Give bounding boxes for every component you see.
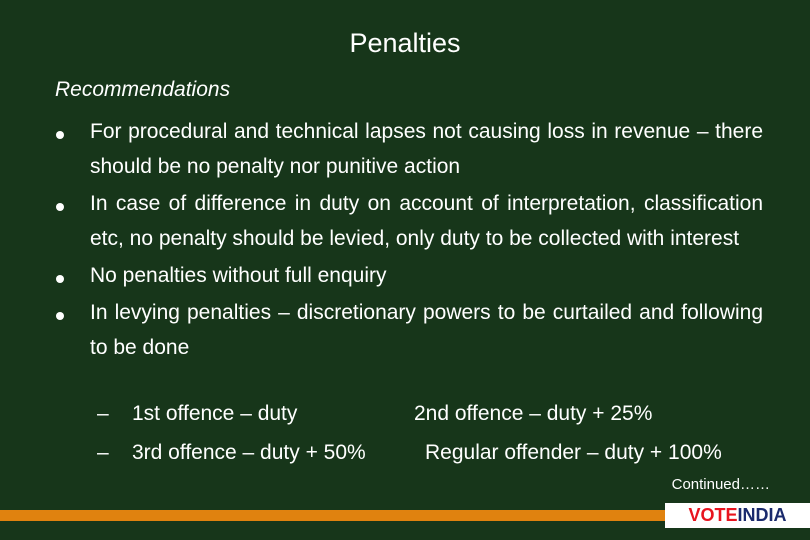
sub-item-row xyxy=(97,402,653,426)
bullet-item xyxy=(55,114,763,184)
bullet-text: For procedural and technical lapses not causing loss in revenue – there should be no penalty nor punitive action xyxy=(90,120,763,178)
slide-subtitle: Recommendations xyxy=(55,78,231,101)
continued-label: Continued…… xyxy=(671,476,770,493)
bullet-text: In levying penalties – discretionary powers to be curtailed and following to be done xyxy=(90,301,763,359)
sub-item-left: 1st offence – duty xyxy=(132,402,298,425)
bullet-text: In case of difference in duty on account of interpretation, classification etc, no penalty should be levied, only duty to be collected with interest xyxy=(90,192,763,250)
bullet-dot-icon xyxy=(56,203,64,211)
slide-title: Penalties xyxy=(349,28,461,58)
bullet-dot-icon xyxy=(56,131,64,139)
dash-bullet: – xyxy=(97,402,109,425)
brand-india: INDIA xyxy=(737,505,787,525)
bullet-item xyxy=(55,186,763,256)
footer-bar xyxy=(0,510,665,521)
bullet-text: No penalties without full enquiry xyxy=(90,264,387,287)
bullet-item xyxy=(55,295,763,365)
bullet-item xyxy=(55,258,763,293)
dash-bullet: – xyxy=(97,441,109,464)
sub-item-right: 2nd offence – duty + 25% xyxy=(414,402,653,425)
bullet-list xyxy=(55,114,763,367)
bullet-dot-icon xyxy=(56,275,64,283)
sub-item-left: 3rd offence – duty + 50% xyxy=(132,441,366,464)
bullet-dot-icon xyxy=(56,312,64,320)
brand-logo xyxy=(665,503,810,528)
sub-item-row xyxy=(97,441,722,465)
sub-item-right: Regular offender – duty + 100% xyxy=(425,441,722,464)
brand-vote: VOTE xyxy=(688,505,738,525)
